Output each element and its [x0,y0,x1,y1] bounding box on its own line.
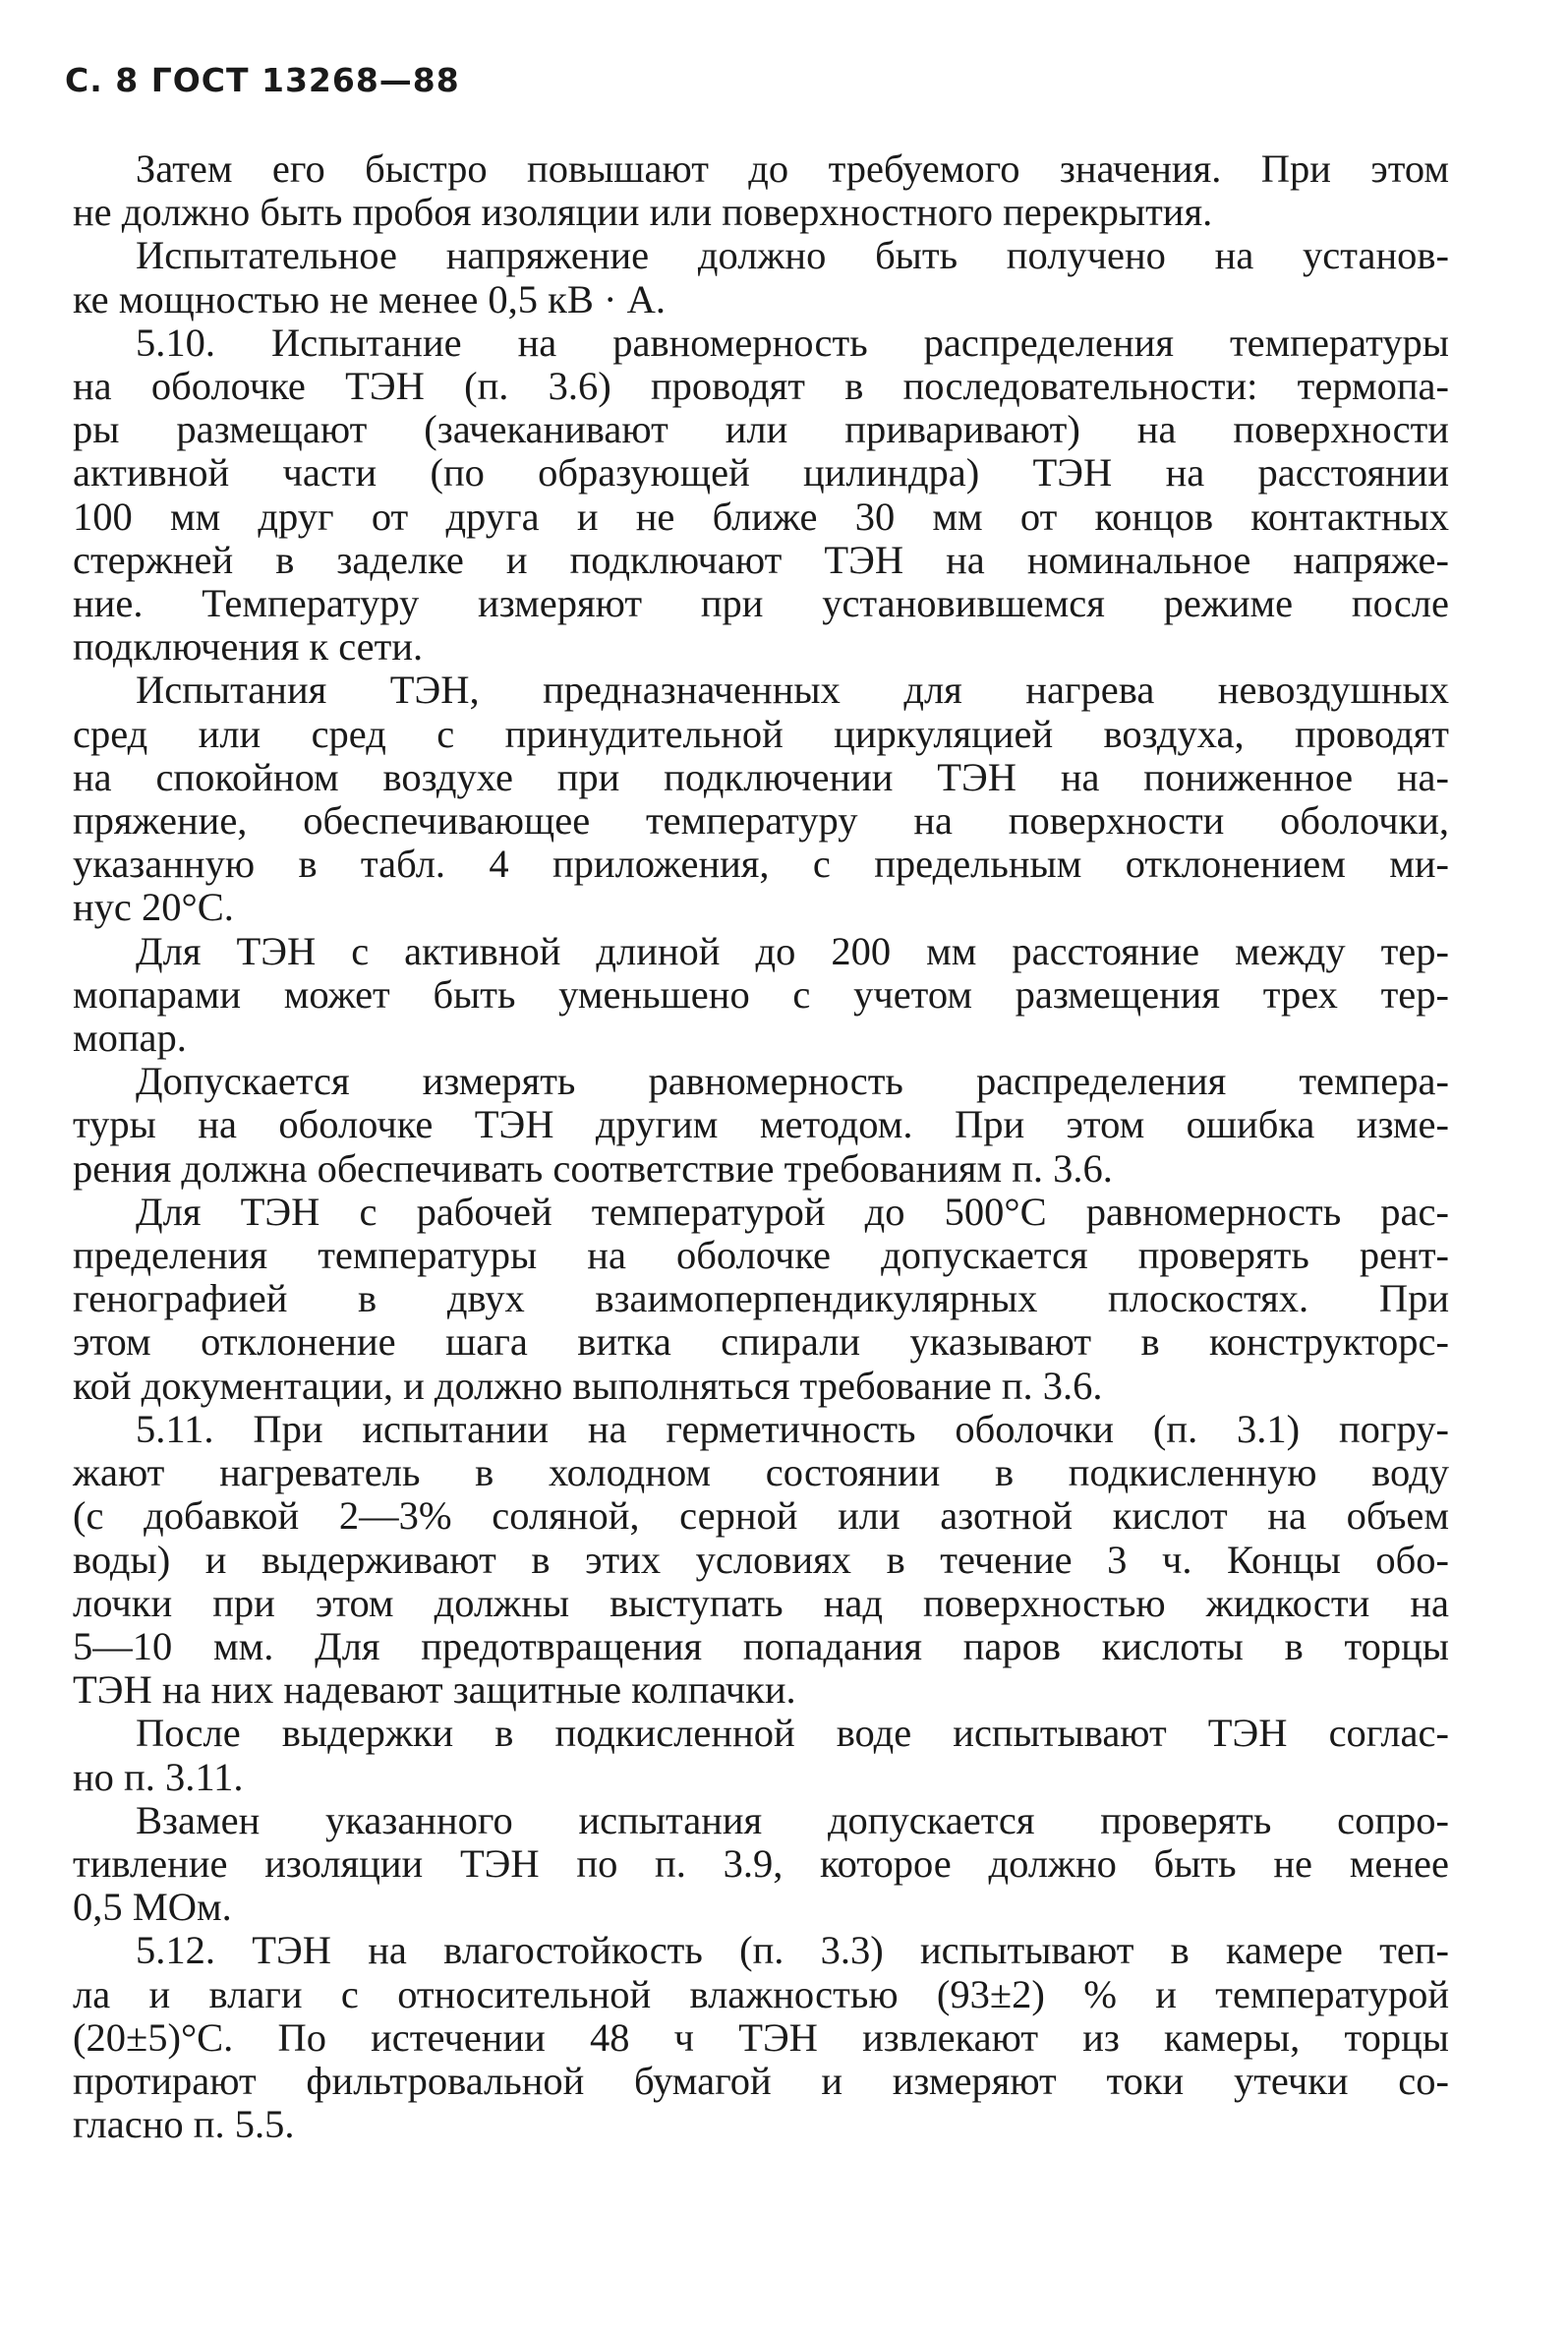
text-line: Для ТЭН с активной длиной до 200 мм расстояние между тер- [136,928,1449,973]
text-line: сред или сред с принудительной циркуляцией воздуха, проводят [73,711,1449,756]
paragraph [73,669,1449,929]
paragraph [73,1929,1449,2146]
text-line: этом отклонение шага витка спирали указывают в конструкторс- [73,1319,1449,1365]
paragraph [73,1712,1449,1798]
text-line: ние. Температуру измеряют при установившемся режиме после [73,581,1449,626]
text-line: 5.10. Испытание на равномерность распределения температуры [136,320,1449,365]
text-line: пределения температуры на оболочке допускается проверять рент- [73,1233,1449,1278]
text-line: указанную в табл. 4 приложения, с предельным отклонением ми- [73,842,1449,887]
text-line: Для ТЭН с рабочей температурой до 500°С равномерность рас- [136,1189,1449,1234]
text-line: 100 мм друг от друга и не ближе 30 мм от концов контактных [73,494,1449,539]
text-line: ры размещают (зачеканивают или приваривают) на поверхности [73,407,1449,452]
paragraph [73,1799,1449,1930]
text-line: воды) и выдерживают в этих условиях в течение 3 ч. Концы обо- [73,1537,1449,1582]
text-line: Взамен указанного испытания допускается проверять сопро- [136,1797,1449,1842]
text-line: (с добавкой 2—3% соляной, серной или азотной кислот на объем [73,1493,1449,1539]
body-text [73,147,1449,2146]
text-line: на спокойном воздухе при подключении ТЭН на пониженное на- [73,754,1449,799]
paragraph [73,930,1449,1061]
text-line: 5.11. При испытании на герметичность оболочки (п. 3.1) погру- [136,1406,1449,1451]
text-line: 0,5 МОм. [73,1885,232,1930]
text-line: гласно п. 5.5. [73,2102,295,2147]
paragraph [73,321,1449,670]
text-line: Испытания ТЭН, предназначенных для нагрева невоздушных [136,668,1449,713]
text-line: жают нагреватель в холодном состоянии в подкисленную воду [73,1450,1449,1495]
text-line: не должно быть пробоя изоляции или поверхностного перекрытия. [73,190,1213,235]
text-line: протирают фильтровальной бумагой и измеряют токи утечки со- [73,2058,1449,2103]
text-line: активной части (по образующей цилиндра) ТЭН на расстоянии [73,450,1449,495]
text-line: ТЭН на них надевают защитные колпачки. [73,1667,796,1713]
text-line: Затем его быстро повышают до требуемого значения. При этом [136,146,1449,191]
paragraph [73,234,1449,321]
text-line: нус 20°С. [73,885,234,930]
running-head: С. 8 ГОСТ 13268—88 [65,61,460,99]
text-line: стержней в заделке и подключают ТЭН на номинальное напряже- [73,537,1449,582]
text-line: мопарами может быть уменьшено с учетом размещения трех тер- [73,971,1449,1017]
text-line: пряжение, обеспечивающее температуру на поверхности оболочки, [73,798,1449,844]
paragraph [73,1060,1449,1191]
text-line: 5—10 мм. Для предотвращения попадания паров кислоты в торцы [73,1623,1449,1668]
text-line: После выдержки в подкисленной воде испытывают ТЭН соглас- [136,1711,1449,1756]
text-line: но п. 3.11. [73,1754,244,1799]
text-line: генографией в двух взаимоперпендикулярных плоскостях. При [73,1276,1449,1321]
paragraph [73,147,1449,234]
text-line: Допускается измерять равномерность распределения темпера- [136,1059,1449,1104]
text-line: тивление изоляции ТЭН по п. 3.9, которое должно быть не менее [73,1840,1449,1886]
text-line: на оболочке ТЭН (п. 3.6) проводят в последовательности: термопа- [73,364,1449,409]
paragraph [73,1408,1449,1712]
text-line: рения должна обеспечивать соответствие требованиям п. 3.6. [73,1145,1113,1191]
text-line: кой документации, и должно выполняться требование п. 3.6. [73,1363,1103,1408]
text-line: лочки при этом должны выступать над поверхностью жидкости на [73,1580,1449,1625]
paragraph [73,1191,1449,1408]
text-line: ла и влаги с относительной влажностью (93±2) % и температурой [73,1971,1449,2016]
text-line: Испытательное напряжение должно быть получено на установ- [136,233,1449,278]
text-line: туры на оболочке ТЭН другим методом. При этом ошибка изме- [73,1102,1449,1147]
text-line: 5.12. ТЭН на влагостойкость (п. 3.3) испытывают в камере теп- [136,1928,1449,1973]
text-line: мопар. [73,1016,187,1061]
text-line: ке мощностью не менее 0,5 кВ · А. [73,276,666,321]
text-line: (20±5)°С. По истечении 48 ч ТЭН извлекают из камеры, торцы [73,2014,1449,2060]
text-line: подключения к сети. [73,624,424,670]
